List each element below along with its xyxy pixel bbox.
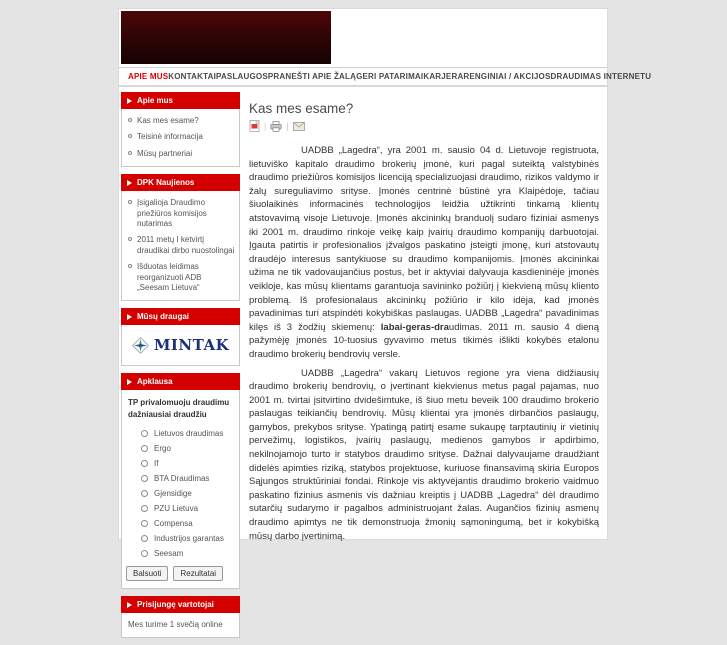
poll-option-industrijos-garantas[interactable] [122, 531, 239, 546]
nav-item-draudimas-internetu[interactable]: DRAUDIMAS INTERNETU [550, 72, 652, 81]
paragraph-text: UADBB „Lagedra“, yra 2001 m. sausio 04 d. Lietuvoje registruota, lietuviško kapitalo draudimo brokerių įmonė, kuri pagal suteiktą valstybinės draudimo priežiūros komisijos licenciją specializuojasi draudimo, rizikos valdymo ir žalų sureguliavimo srityse. Įmonės centrinė būstinė yra Klaipėdoje, tačiau šiuolaikinės informacinės technologijos leidžia užtikrinti tinkamą klientų atstovavimą visoje Lietuvoje. Įmonės akcininkų branduolį sudaro fiziniai asmenys iki 2001 m. draudimo rinkoje veikę kaip įvairių draudimo kompanijų darbuotojai. Įgauta patirtis ir profesionalios įžvalgos paskatino įsteigti įmonę, kuri atstovautų draudėjo interesus santykiuose su draudimo kompanijomis. Įmonės akcininkai užima ne tik vadovaujančius postus, bet ir aktyviai dalyvauja kasdieninėje įmonės veikloje, kas mūsų klientams garantuoja savininko požiūrį į kiekvieną mūsų kliento problemą. Iš profesionalaus akcininkų požiūrio ir kilo idėja, kad įmonės pavadinimas turi atspindėti kokybiškas paslaugas. UADBB „Lagedra“ pavadinimas kilęs iš 3 žodžių skiemenų: [249, 145, 599, 333]
poll-option-label: Lietuvos draudimas [154, 429, 224, 439]
radio-icon[interactable] [141, 535, 148, 542]
bullet-icon [128, 134, 132, 138]
sidebar-box-apie-mus [121, 92, 240, 167]
print-icon[interactable] [270, 121, 282, 132]
radio-icon[interactable] [141, 520, 148, 527]
poll-option-label: BTA Draudimas [154, 474, 210, 484]
sidebar-item-label: Teisinė informacija [137, 132, 203, 142]
sidebar-header-label: Prisijungę vartotojai [137, 600, 214, 610]
poll-option-pzu-lietuva[interactable] [122, 501, 239, 516]
sidebar-item-teisine-informacija[interactable] [122, 129, 239, 145]
bullet-icon [128, 151, 132, 155]
sidebar-header-label: Apie mus [137, 96, 174, 105]
poll-question: TP privalomuoju draudimu dažniausiai draudžiu [128, 398, 230, 420]
poll-option-label: Gjensidige [154, 489, 192, 499]
site-logo[interactable] [121, 11, 331, 64]
nav-item-geri-patarimai[interactable]: GERI PATARIMAI [356, 72, 424, 81]
white-play-arrow-icon [127, 180, 132, 186]
news-item[interactable] [122, 195, 239, 232]
news-item-label: Įsigalioja Draudimo priežiūros komisijos nutarimas [137, 198, 207, 228]
sidebar-header-news [121, 174, 240, 191]
sidebar-box-friends [121, 308, 240, 366]
nav-item-karjera[interactable]: KARJERA [423, 72, 464, 81]
news-item-label: Išduotas leidimas reorganizuoti ADB „Seesam Lietuva“ [137, 262, 202, 292]
article-body [249, 144, 599, 543]
sidebar-header-online-users [121, 596, 240, 613]
results-button[interactable]: Rezultatai [173, 566, 223, 581]
poll-options [122, 426, 239, 561]
white-play-arrow-icon [127, 602, 132, 608]
nav-item-renginiai-akcijos[interactable]: RENGINIAI / AKCIJOS [463, 72, 551, 81]
page-title: Kas mes esame? [249, 101, 354, 116]
white-play-arrow-icon [127, 98, 132, 104]
sidebar-item-kas-mes-esame[interactable] [122, 113, 239, 129]
nav-item-paslaugos[interactable]: PASLAUGOS [216, 72, 268, 81]
nav-item-apie-mus[interactable]: APIE MUS [128, 72, 169, 81]
sidebar-header-poll [121, 373, 240, 390]
poll-option-label: Industrijos garantas [154, 534, 224, 544]
nav-item-pranesti-apie-zala[interactable]: PRANEŠTI APIE ŽALĄ [267, 72, 357, 81]
poll-option-label: Seesam [154, 549, 184, 559]
bullet-icon [128, 200, 132, 204]
radio-icon[interactable] [141, 505, 148, 512]
white-play-arrow-icon [127, 379, 132, 385]
poll-option-bta-draudimas[interactable] [122, 471, 239, 486]
poll-option-compensa[interactable] [122, 516, 239, 531]
diamond-star-icon [132, 337, 149, 354]
poll-option-seesam[interactable] [122, 546, 239, 561]
poll-option-label: If [154, 459, 159, 469]
main-content [240, 92, 605, 645]
sidebar-header-label: Apklausa [137, 377, 173, 387]
poll-option-gjensidige[interactable] [122, 486, 239, 501]
article-paragraph-1 [249, 144, 599, 362]
sidebar-item-musu-partneriai[interactable] [122, 146, 239, 162]
icon-separator: | [264, 121, 267, 131]
sidebar-header-label: DPK Naujienos [137, 178, 195, 188]
sidebar [121, 92, 240, 645]
vote-button[interactable]: Balsuoti [126, 566, 168, 581]
radio-icon[interactable] [141, 430, 148, 437]
bullet-icon [128, 264, 132, 268]
sidebar-header-apie-mus [121, 92, 240, 109]
online-users-text: Mes turime 1 svečią online [128, 620, 223, 630]
email-icon[interactable] [293, 122, 305, 131]
mintak-partner-logo[interactable] [122, 325, 239, 365]
bullet-icon [128, 118, 132, 122]
radio-icon[interactable] [141, 460, 148, 467]
nav-item-kontaktai[interactable]: KONTAKTAI [168, 72, 216, 81]
paragraph-text: UADBB „Lagedra“ vakarų Lietuvos regione yra viena didžiausių draudimo brokerių bendrovių, o įvertinant kiekvienus metus pagal pajamas, nuo 2001 m. tvirtai įsitvirtino dvidešimtuke, iš šiuo metu beveik 100 draudimo brokerio paslaugas teikiančių bendrovių. Mūsų klientai yra įmonės dirbančios paslaugų, gamybos, prekybos srityse. Ypatingą patirtį esame sukaupę tarptautinių ir vietinių pervežimų, logistikos, įvairių paslaugų, medienos gamybos ir apdirbimo, nekilnojamojo turto ir statybos draudimo srityse. Dažnai dalyvaujame draudžiant didelės apimties riziką, statybos projektuose, kuriuose finansavimą skiria Europos Sąjungos struktūriniai fondai. Rinkoje vis aktyvėjantis draudimo brokerio vaidmuo paskatino fizinius asmenis vis dažniau kreiptis į UADBB „Lagedra“ dėl draudimo sutarčių sudarymo ir pagalbos administruojant žalas. Augančios fizinių asmenų draudimo apimtys ne tik demonstruoja žmonių sąmoningumą, bet ir kokybišką mūsų darbo įvertinimą. [249, 367, 599, 542]
white-play-arrow-icon [127, 314, 132, 320]
news-item[interactable] [122, 259, 239, 296]
sidebar-box-poll [121, 373, 240, 589]
paragraph-bold-text: labai-geras-dra [380, 321, 449, 333]
news-item-label: 2011 metų I ketvirtį draudikai dirbo nuostolingai [137, 235, 235, 255]
poll-option-ergo[interactable] [122, 441, 239, 456]
page-card [118, 8, 652, 630]
radio-icon[interactable] [141, 445, 148, 452]
bullet-icon [128, 237, 132, 241]
sidebar-box-online-users [121, 596, 240, 638]
poll-option-label: Ergo [154, 444, 171, 454]
poll-option-lietuvos-draudimas[interactable] [122, 426, 239, 441]
poll-option-label: PZU Lietuva [154, 504, 199, 514]
radio-icon[interactable] [141, 490, 148, 497]
site-header [119, 9, 607, 67]
sidebar-box-news [121, 174, 240, 301]
sidebar-header-label: Mūsų draugai [137, 312, 190, 322]
radio-icon[interactable] [141, 475, 148, 482]
pdf-icon[interactable] [249, 120, 260, 132]
mintak-logo-text: MINTAK [153, 336, 230, 355]
poll-option-label: Compensa [154, 519, 193, 529]
paragraph-text: udimas. 2011 m. sausio 4 dieną pažymėję įmonės 10-tuosius gyvavimo metus tikimės išlikti kokybės etalonu draudimo brokerių bendrovių versle. [249, 321, 600, 360]
sidebar-header-friends [121, 308, 240, 325]
article-paragraph-2 [249, 367, 599, 544]
icon-separator: | [286, 121, 289, 131]
sidebar-item-label: Kas mes esame? [137, 116, 199, 125]
main-navigation [119, 67, 652, 87]
document-actions [249, 120, 599, 132]
poll-option-if[interactable] [122, 456, 239, 471]
news-item[interactable] [122, 232, 239, 259]
sidebar-item-label: Mūsų partneriai [137, 148, 193, 158]
radio-icon[interactable] [141, 550, 148, 557]
